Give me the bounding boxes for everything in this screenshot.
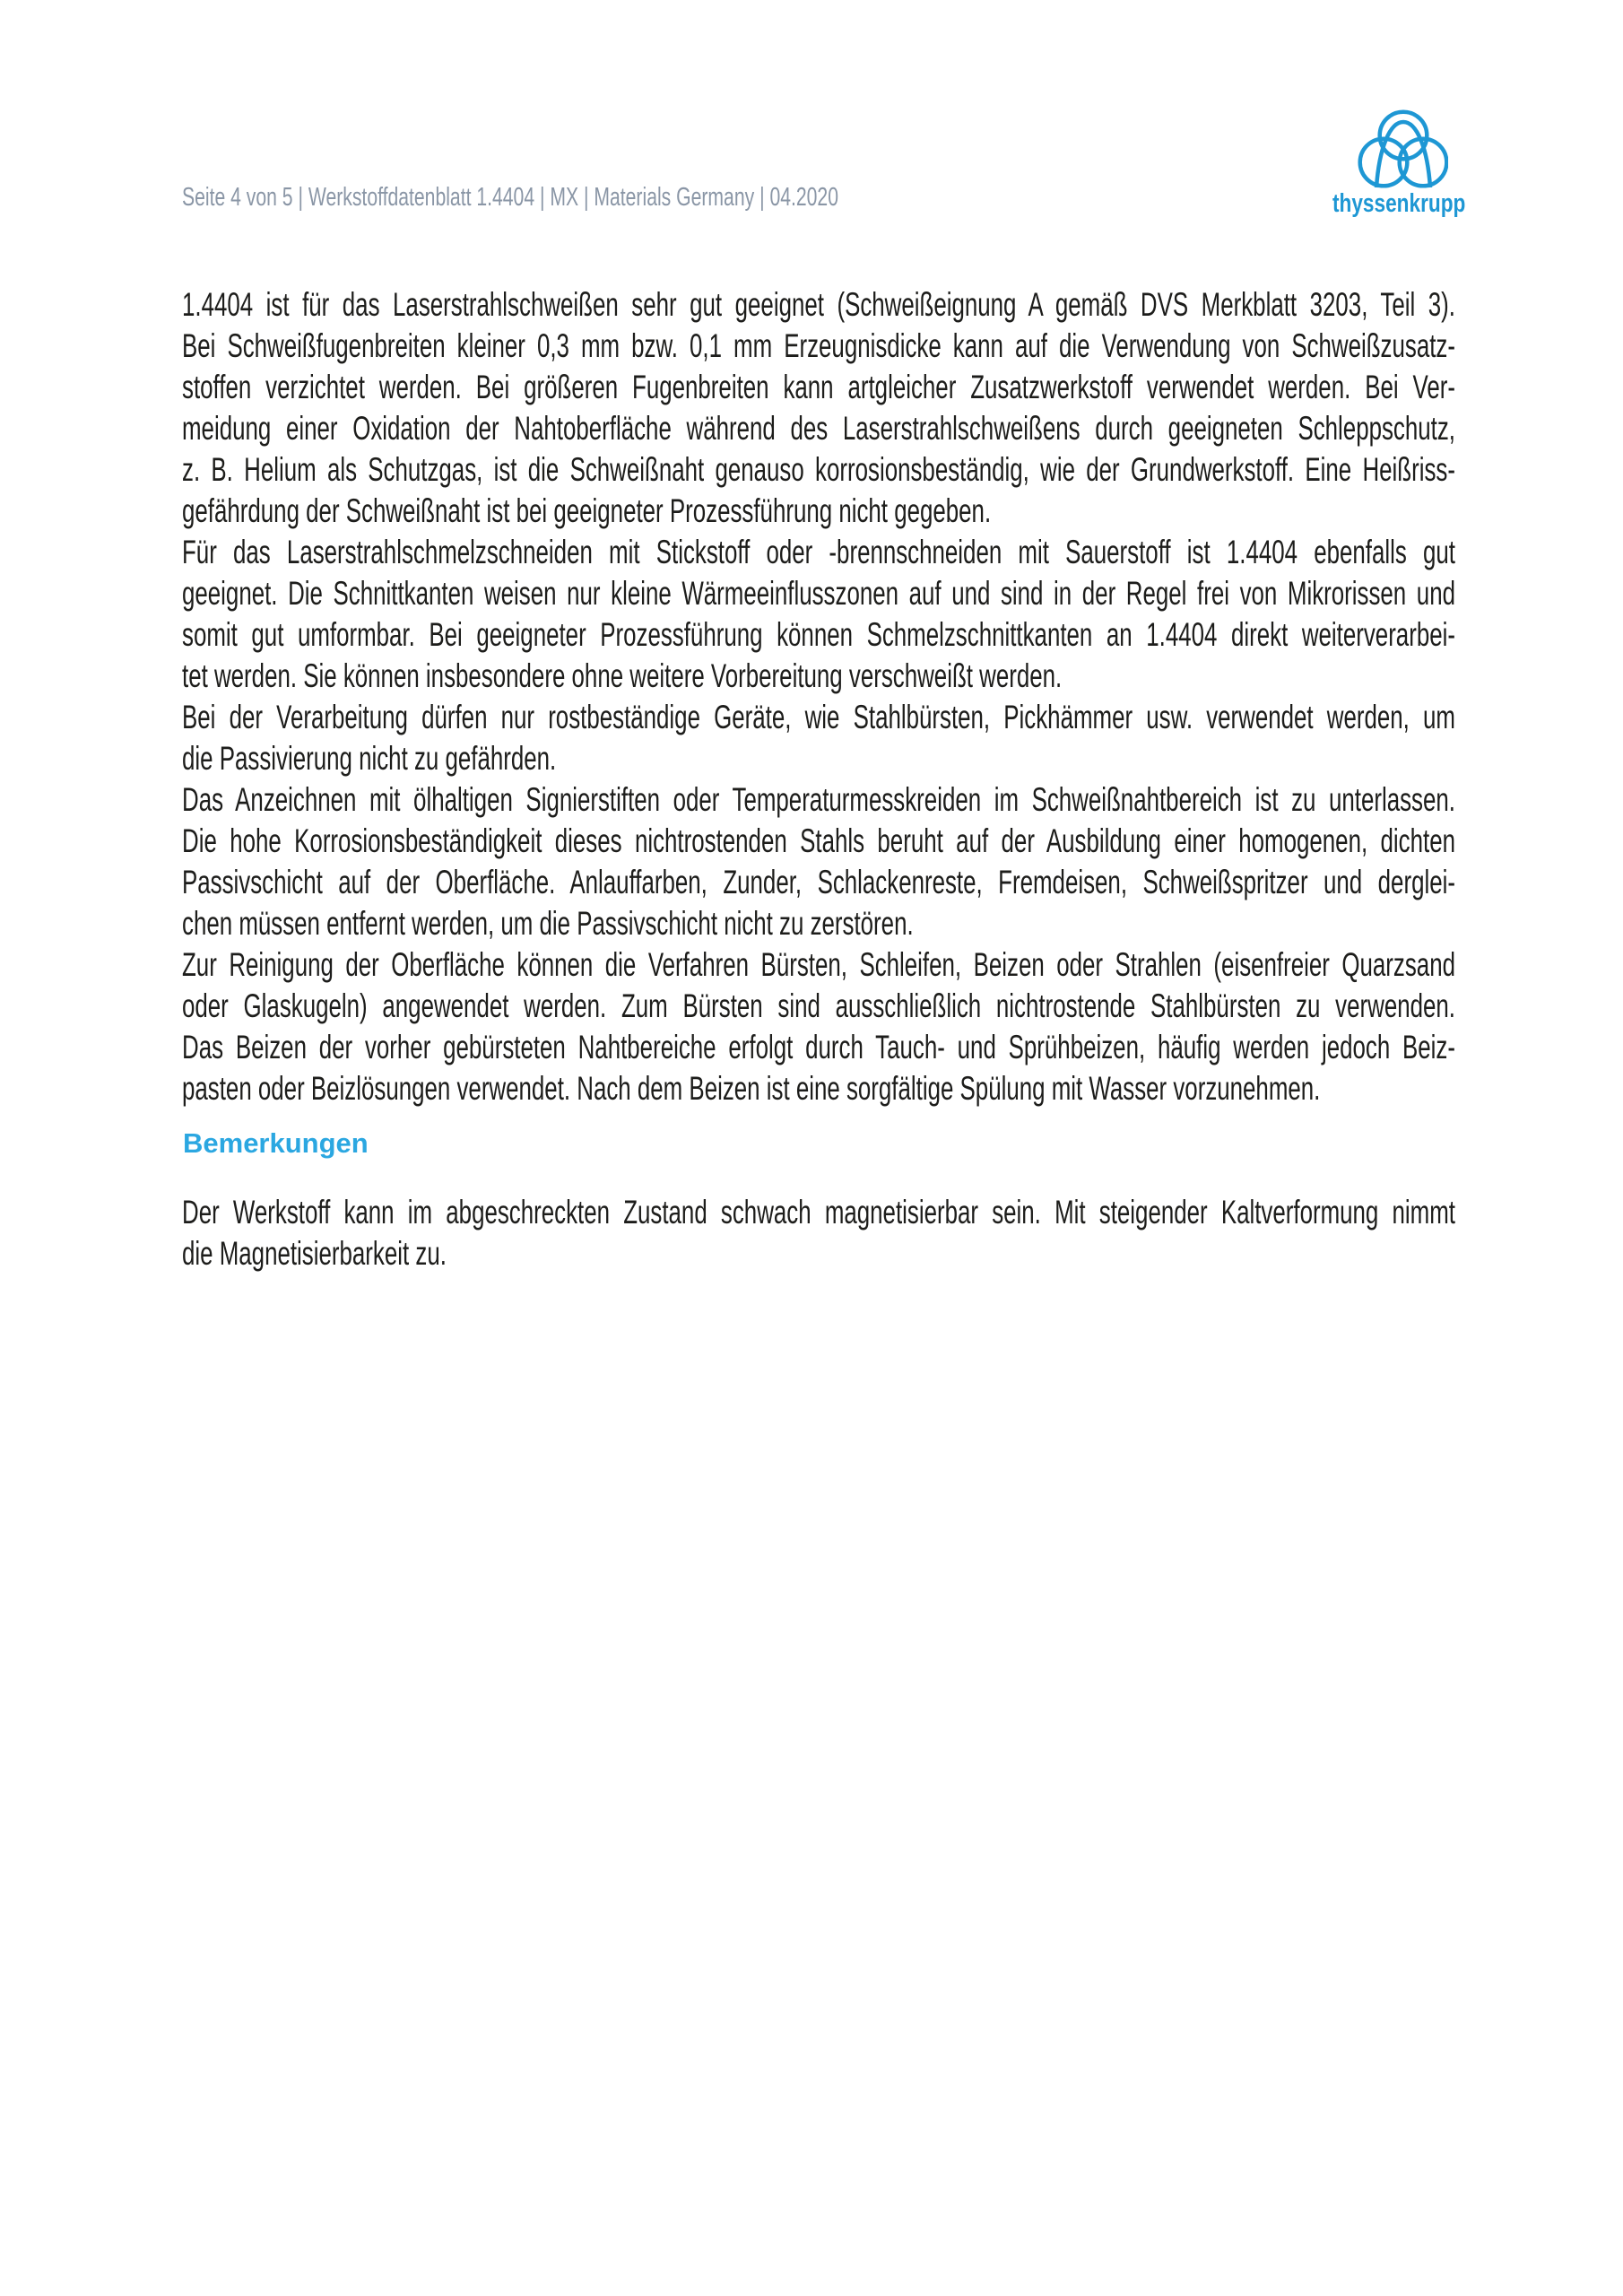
remarks-text-block [182,1192,1623,1274]
body-line: chen müssen entfernt werden, um die Passivschicht nicht zu zerstören. [182,905,914,942]
body-line: Die hohe Korrosionsbeständigkeit dieses nichtrostenden Stahls beruht auf der Ausbildung einer homogenen, dichten [182,822,1455,859]
body-line: tet werden. Sie können insbesondere ohne weitere Vorbereitung verschweißt werden. [182,657,1063,694]
body-line: Das Beizen der vorher gebürsteten Nahtbereiche erfolgt durch Tauch- und Sprühbeizen, häufig werden jedoch Beiz- [182,1029,1455,1065]
body-line: pasten oder Beizlösungen verwendet. Nach dem Beizen ist eine sorgfältige Spülung mit Wasser vorzunehmen. [182,1070,1321,1107]
body-line: Bei Schweißfugenbreiten kleiner 0,3 mm bzw. 0,1 mm Erzeugnisdicke kann auf die Verwendung von Schweißzusatz- [182,327,1455,364]
body-line: stoffen verzichtet werden. Bei größeren Fugenbreiten kann artgleicher Zusatzwerkstoff verwendet werden. Bei Ver- [182,369,1455,405]
body-line: Das Anzeichnen mit ölhaltigen Signierstiften oder Temperaturmesskreiden im Schweißnahtbereich ist zu unterlassen. [182,781,1455,818]
body-text-block [182,284,1623,1109]
body-line: oder Glaskugeln) angewendet werden. Zum Bürsten sind ausschließlich nichtrostende Stahlbürsten zu verwenden. [182,987,1455,1024]
body-line: 1.4404 ist für das Laserstrahlschweißen sehr gut geeignet (Schweißeignung A gemäß DVS Merkblatt 3203, Teil 3). [182,286,1455,323]
page-header-meta: Seite 4 von 5 | Werkstoffdatenblatt 1.4404 | MX | Materials Germany | 04.2020 [182,183,838,212]
body-line: Zur Reinigung der Oberfläche können die Verfahren Bürsten, Schleifen, Beizen oder Strahlen (eisenfreier Quarzsand [182,946,1455,983]
body-line: Für das Laserstrahlschmelzschneiden mit Stickstoff oder -brennschneiden mit Sauerstoff ist 1.4404 ebenfalls gut [182,534,1455,570]
body-line: Passivschicht auf der Oberfläche. Anlauffarben, Zunder, Schlackenreste, Fremdeisen, Schweißspritzer und derglei- [182,864,1455,900]
body-line: meidung einer Oxidation der Nahtoberfläche während des Laserstrahlschweißens durch geeigneten Schleppschutz, [182,410,1455,447]
remarks-line: die Magnetisierbarkeit zu. [182,1235,447,1272]
body-line: z. B. Helium als Schutzgas, ist die Schweißnaht genauso korrosionsbeständig, wie der Grundwerkstoff. Eine Heißriss- [182,451,1455,488]
remarks-heading: Bemerkungen [183,1127,369,1159]
body-line: gefährdung der Schweißnaht ist bei geeigneter Prozessführung nicht gegeben. [182,492,992,529]
body-line: Bei der Verarbeitung dürfen nur rostbeständige Geräte, wie Stahlbürsten, Pickhämmer usw. verwendet werden, um [182,699,1455,735]
body-line: geeignet. Die Schnittkanten weisen nur kleine Wärmeeinflusszonen auf und sind in der Regel frei von Mikrorissen und [182,575,1455,612]
body-line: somit gut umformbar. Bei geeigneter Prozessführung können Schmelzschnittkanten an 1.4404 direkt weiterverarbei- [182,616,1455,653]
thyssenkrupp-wordmark: thyssenkrupp [1332,189,1466,218]
body-line: die Passivierung nicht zu gefährden. [182,740,557,777]
remarks-line: Der Werkstoff kann im abgeschreckten Zustand schwach magnetisierbar sein. Mit steigender Kaltverformung nimmt [182,1194,1455,1231]
thyssenkrupp-logo-icon [1357,109,1448,191]
